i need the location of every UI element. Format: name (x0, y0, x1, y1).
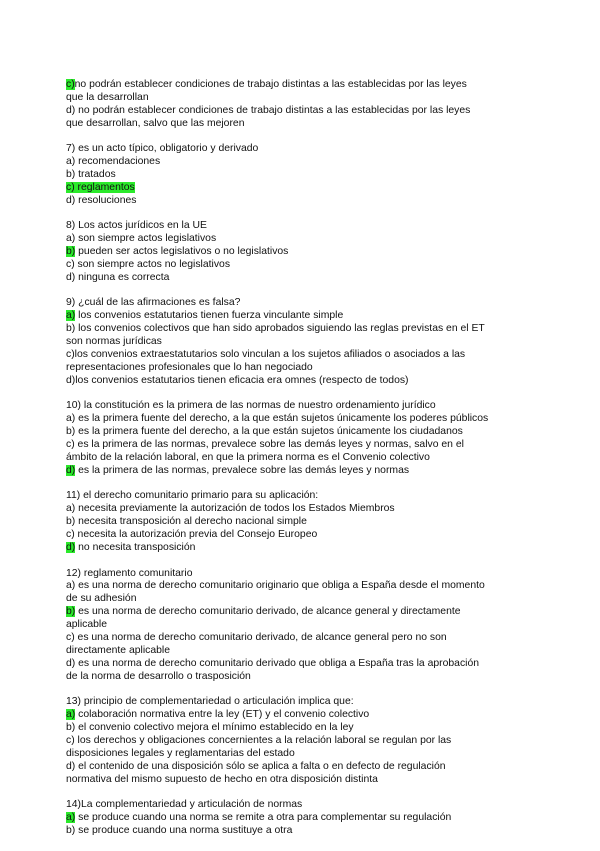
text-line (66, 568, 546, 581)
text-line (66, 169, 546, 182)
text-line (66, 632, 546, 645)
line-text: b) tratados (66, 169, 116, 181)
highlighted-answer: b) (66, 246, 76, 258)
line-text: c) es una norma de derecho comunitario derivado, de alcance general pero no son (66, 632, 447, 644)
line-text: a) es la primera fuente del derecho, a la que están sujetos únicamente los poderes públicos (66, 413, 489, 425)
question-block (66, 79, 546, 131)
question-block (66, 799, 546, 838)
text-line (66, 92, 546, 105)
text-line (66, 362, 546, 375)
line-text: no podrán establecer condiciones de trabajo distintas a las establecidas por las leyes (74, 79, 467, 90)
highlighted-answer: d) (66, 542, 76, 554)
text-line (66, 195, 546, 208)
text-line (66, 105, 546, 118)
text-line (66, 761, 546, 774)
text-line (66, 580, 546, 593)
text-line (66, 246, 546, 259)
line-text: a) recomendaciones (66, 156, 161, 168)
line-text: a) necesita previamente la autorización de todos los Estados Miembros (66, 503, 395, 515)
text-line (66, 323, 546, 336)
text-line (66, 336, 546, 349)
line-text: 12) reglamento comunitario (66, 567, 193, 579)
text-line (66, 735, 546, 748)
line-text: 13) principio de complementariedad o articulación implica que: (66, 696, 354, 708)
text-line (66, 490, 546, 503)
line-text: 7) es un acto típico, obligatorio y derivado (66, 143, 259, 155)
line-text: pueden ser actos legislativos o no legislativos (75, 246, 289, 258)
highlighted-answer: c) reglamentos (66, 181, 135, 193)
line-text: es la primera de las normas, prevalece sobre las demás leyes y normas (75, 464, 410, 476)
text-line (66, 503, 546, 516)
text-line (66, 220, 546, 233)
text-line (66, 542, 546, 555)
question-block (66, 696, 546, 786)
highlighted-answer: a) (66, 709, 76, 721)
question-block (66, 490, 546, 555)
text-line (66, 233, 546, 246)
text-line (66, 259, 546, 272)
line-text: d) resoluciones (66, 194, 137, 206)
text-line (66, 465, 546, 478)
line-text: disposiciones legales y reglamentarias del estado (66, 747, 295, 759)
line-text: b) el convenio colectivo mejora el mínimo establecido en la ley (66, 722, 354, 734)
line-text: directamente aplicable (66, 645, 170, 656)
highlighted-answer: b) (66, 606, 76, 618)
line-text: que desarrollan, salvo que las mejoren (66, 117, 245, 129)
text-line (66, 297, 546, 310)
text-line (66, 143, 546, 156)
question-block (66, 400, 546, 477)
document-text (66, 79, 546, 838)
line-text: b) es la primera fuente del derecho, a la que están sujetos únicamente los ciudadanos (66, 426, 463, 438)
line-text: c)los convenios extraestatutarios solo vinculan a los sujetos afiliados o asociados a las (66, 349, 466, 361)
text-line (66, 400, 546, 413)
line-text: representaciones profesionales que lo han negociado (66, 362, 313, 373)
question-block (66, 143, 546, 208)
text-line (66, 375, 546, 388)
line-text: normativa del mismo supuesto de hecho en otra disposición distinta (66, 773, 378, 785)
line-text: se produce cuando una norma se remite a otra para complementar su regulación (75, 812, 452, 824)
text-line (66, 748, 546, 761)
text-line (66, 799, 546, 812)
text-line (66, 529, 546, 542)
question-block (66, 297, 546, 387)
line-text: a) es una norma de derecho comunitario originario que obliga a España desde el momento (66, 580, 485, 592)
text-line (66, 709, 546, 722)
line-text: 14)La complementariedad y articulación de normas (66, 799, 303, 811)
highlighted-answer: d) (66, 464, 76, 476)
highlighted-answer: c) (66, 79, 75, 90)
text-line (66, 156, 546, 169)
text-line (66, 272, 546, 285)
line-text: 8) Los actos jurídicos en la UE (66, 220, 207, 232)
text-line (66, 516, 546, 529)
text-line (66, 774, 546, 787)
line-text: a) son siempre actos legislativos (66, 233, 217, 245)
line-text: c) necesita la autorización previa del Consejo Europeo (66, 529, 318, 541)
line-text: colaboración normativa entre la ley (ET) y el convenio colectivo (75, 709, 370, 721)
text-line (66, 658, 546, 671)
line-text: ámbito de la relación laboral, en que la primera norma es el Convenio colectivo (66, 452, 430, 464)
text-line (66, 606, 546, 619)
line-text: es una norma de derecho comunitario derivado, de alcance general y directamente (75, 606, 461, 618)
line-text: 11) el derecho comunitario primario para su aplicación: (66, 490, 319, 502)
text-line (66, 79, 546, 92)
line-text: c) son siempre actos no legislativos (66, 259, 231, 271)
text-line (66, 413, 546, 426)
text-line (66, 812, 546, 825)
line-text: de la norma de desarrollo o trasposición (66, 670, 251, 682)
text-line (66, 593, 546, 606)
line-text: d) el contenido de una disposición sólo se aplica a falta o en defecto de regulación (66, 760, 446, 772)
line-text: no necesita transposición (75, 542, 196, 554)
text-line (66, 118, 546, 131)
text-line (66, 696, 546, 709)
line-text: d)los convenios estatutarios tienen eficacia era omnes (respecto de todos) (66, 374, 409, 386)
question-block (66, 568, 546, 684)
highlighted-answer: a) (66, 310, 76, 322)
text-line (66, 426, 546, 439)
line-text: b) se produce cuando una norma sustituye a otra (66, 825, 293, 837)
text-line (66, 439, 546, 452)
text-line (66, 182, 546, 195)
text-line (66, 619, 546, 632)
line-text: b) necesita transposición al derecho nacional simple (66, 516, 307, 528)
line-text: los convenios estatutarios tienen fuerza vinculante simple (75, 310, 344, 322)
line-text: d) es una norma de derecho comunitario derivado que obliga a España tras la aprobación (66, 657, 480, 669)
line-text: d) ninguna es correcta (66, 271, 170, 283)
line-text: d) no podrán establecer condiciones de trabajo distintas a las establecidas por las leyes (66, 104, 471, 116)
line-text: son normas jurídicas (66, 336, 162, 348)
question-block (66, 220, 546, 285)
line-text: de su adhesión (66, 593, 137, 605)
highlighted-answer: a) (66, 812, 76, 824)
line-text: b) los convenios colectivos que han sido aprobados siguiendo las reglas previstas en el ET (66, 323, 485, 335)
line-text: c) es la primera de las normas, prevalece sobre las demás leyes y normas, salvo en el (66, 439, 464, 451)
line-text: aplicable (66, 619, 108, 631)
document-page (66, 79, 546, 851)
text-line (66, 452, 546, 465)
text-line (66, 645, 546, 658)
text-line (66, 722, 546, 735)
text-line (66, 671, 546, 684)
line-text: c) los derechos y obligaciones concernientes a la relación laboral se regulan por las (66, 735, 452, 747)
line-text: que la desarrollan (66, 91, 149, 103)
text-line (66, 825, 546, 838)
line-text: 9) ¿cuál de las afirmaciones es falsa? (66, 297, 241, 309)
text-line (66, 349, 546, 362)
line-text: 10) la constitución es la primera de las normas de nuestro ordenamiento jurídico (66, 400, 436, 412)
text-line (66, 310, 546, 323)
